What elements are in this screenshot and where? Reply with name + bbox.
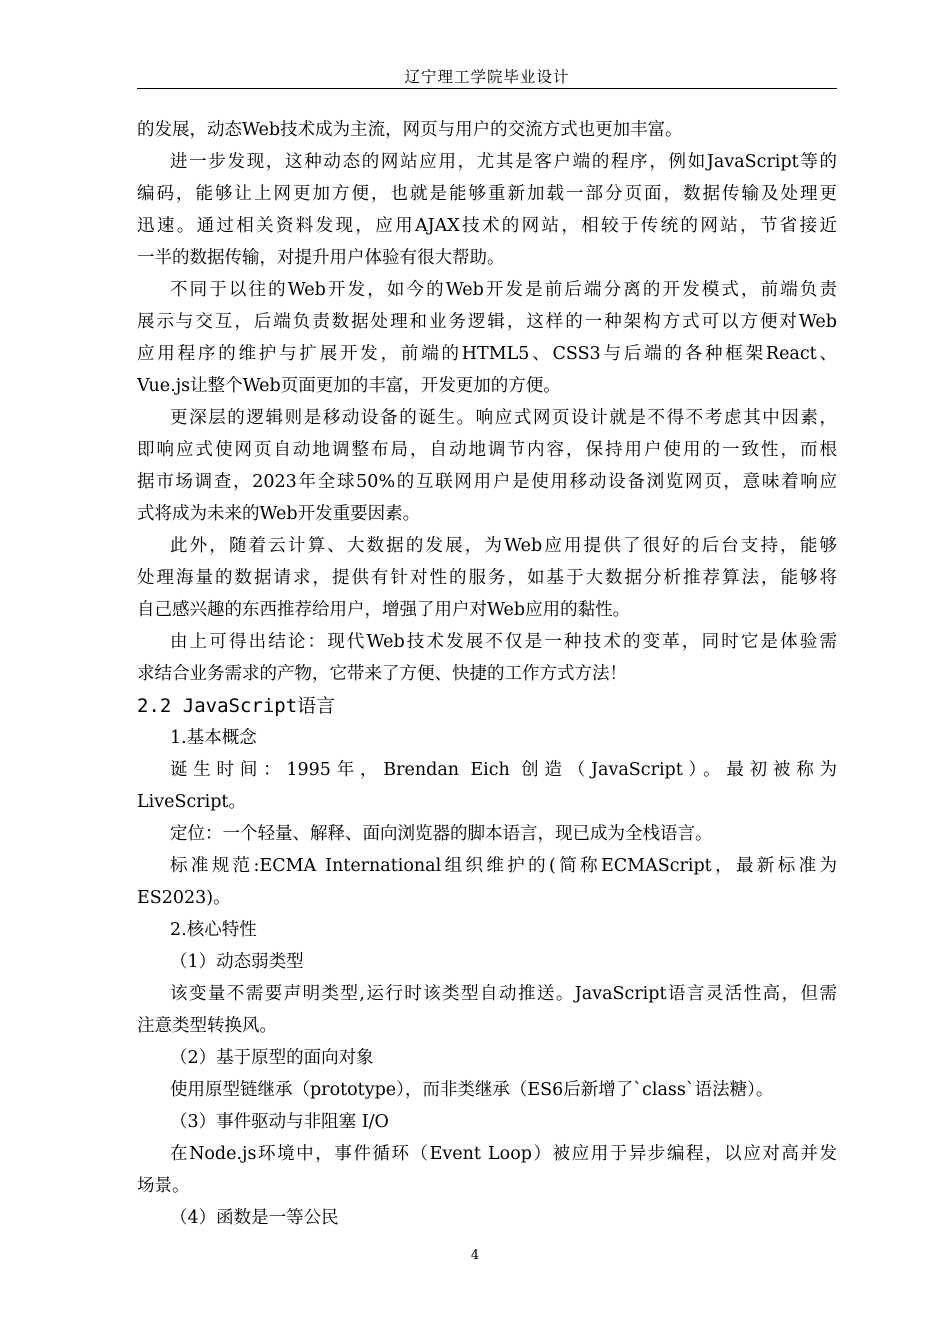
text-line: Vue.js让整个Web页面更加的丰富，开发更加的方便。 xyxy=(137,376,561,396)
text-line: 处理海量的数据请求，提供有针对性的服务，如基于大数据分析推荐算法，能够将 xyxy=(137,568,837,588)
text-line: 由上可得出结论：现代Web技术发展不仅是一种技术的变革，同时它是体验需 xyxy=(170,632,837,652)
header-rule xyxy=(137,88,837,89)
text-line: 自己感兴趣的东西推荐给用户，增强了用户对Web应用的黏性。 xyxy=(137,600,631,620)
page-number: 4 xyxy=(470,1248,480,1263)
text-line: 不同于以往的Web开发，如今的Web开发是前后端分离的开发模式，前端负责 xyxy=(170,280,837,300)
text-line: （1）动态弱类型 xyxy=(170,952,304,972)
text-line: 展示与交互，后端负责数据处理和业务逻辑，这样的一种架构方式可以方便对Web xyxy=(137,312,837,332)
text-line: （3）事件驱动与非阻塞 I/O xyxy=(170,1112,389,1132)
text-line: 场景。 xyxy=(137,1176,190,1196)
text-line: 该变量不需要声明类型,运行时该类型自动推送。JavaScript语言灵活性高，但需 xyxy=(170,984,837,1004)
text-line: 在Node.js环境中，事件循环（Event Loop）被应用于异步编程，以应对高并发 xyxy=(170,1144,837,1164)
body-text xyxy=(137,114,837,1234)
text-line: 迅速。通过相关资料发现，应用AJAX技术的网站，相较于传统的网站，节省接近 xyxy=(137,216,837,236)
text-line: 据市场调查，2023年全球50%的互联网用户是使用移动设备浏览网页，意味着响应 xyxy=(137,472,837,492)
text-line: 的发展，动态Web技术成为主流，网页与用户的交流方式也更加丰富。 xyxy=(137,120,683,140)
text-line: 1.基本概念 xyxy=(170,728,257,748)
text-line: （4）函数是一等公民 xyxy=(170,1208,339,1228)
text-line: 式将成为未来的Web开发重要因素。 xyxy=(137,504,421,524)
text-line: 定位：一个轻量、解释、面向浏览器的脚本语言，现已成为全栈语言。 xyxy=(170,824,713,844)
text-line: 进一步发现，这种动态的网站应用，尤其是客户端的程序，例如JavaScript等的 xyxy=(170,152,837,172)
text-line: 求结合业务需求的产物，它带来了方便、快捷的工作方式方法！ xyxy=(137,664,627,684)
text-line: 即响应式使网页自动地调整布局，自动地调节内容，保持用户使用的一致性，而根 xyxy=(137,440,837,460)
text-line: ES2023)。 xyxy=(137,888,231,908)
text-line: 编码，能够让上网更加方便，也就是能够重新加载一部分页面，数据传输及处理更 xyxy=(137,184,837,204)
text-line: 标准规范:ECMA International组织维护的(简称ECMAScript，最新标准为 xyxy=(170,856,837,876)
page-header-title: 辽宁理工学院毕业设计 xyxy=(404,68,570,86)
text-line: 2.核心特性 xyxy=(170,920,257,940)
text-line: 一半的数据传输，对提升用户体验有很大帮助。 xyxy=(137,248,505,268)
text-line: 更深层的逻辑则是移动设备的诞生。响应式网页设计就是不得不考虑其中因素， xyxy=(170,408,837,428)
section-heading: 2.2 JavaScript语言 xyxy=(137,695,336,717)
text-line: （2）基于原型的面向对象 xyxy=(170,1048,374,1068)
text-line: 使用原型链继承（prototype），而非类继承（ES6后新增了`class`语法糖）。 xyxy=(170,1080,774,1100)
text-line: 此外，随着云计算、大数据的发展，为Web应用提供了很好的后台支持，能够 xyxy=(170,536,837,556)
text-line: 注意类型转换风。 xyxy=(137,1016,277,1036)
text-line: 应用程序的维护与扩展开发，前端的HTML5、CSS3与后端的各种框架React、 xyxy=(137,344,837,364)
text-line: LiveScript。 xyxy=(137,792,246,812)
text-line: 诞生时间：1995年，Brendan Eich 创造（JavaScript）。最初被称为 xyxy=(170,760,837,780)
